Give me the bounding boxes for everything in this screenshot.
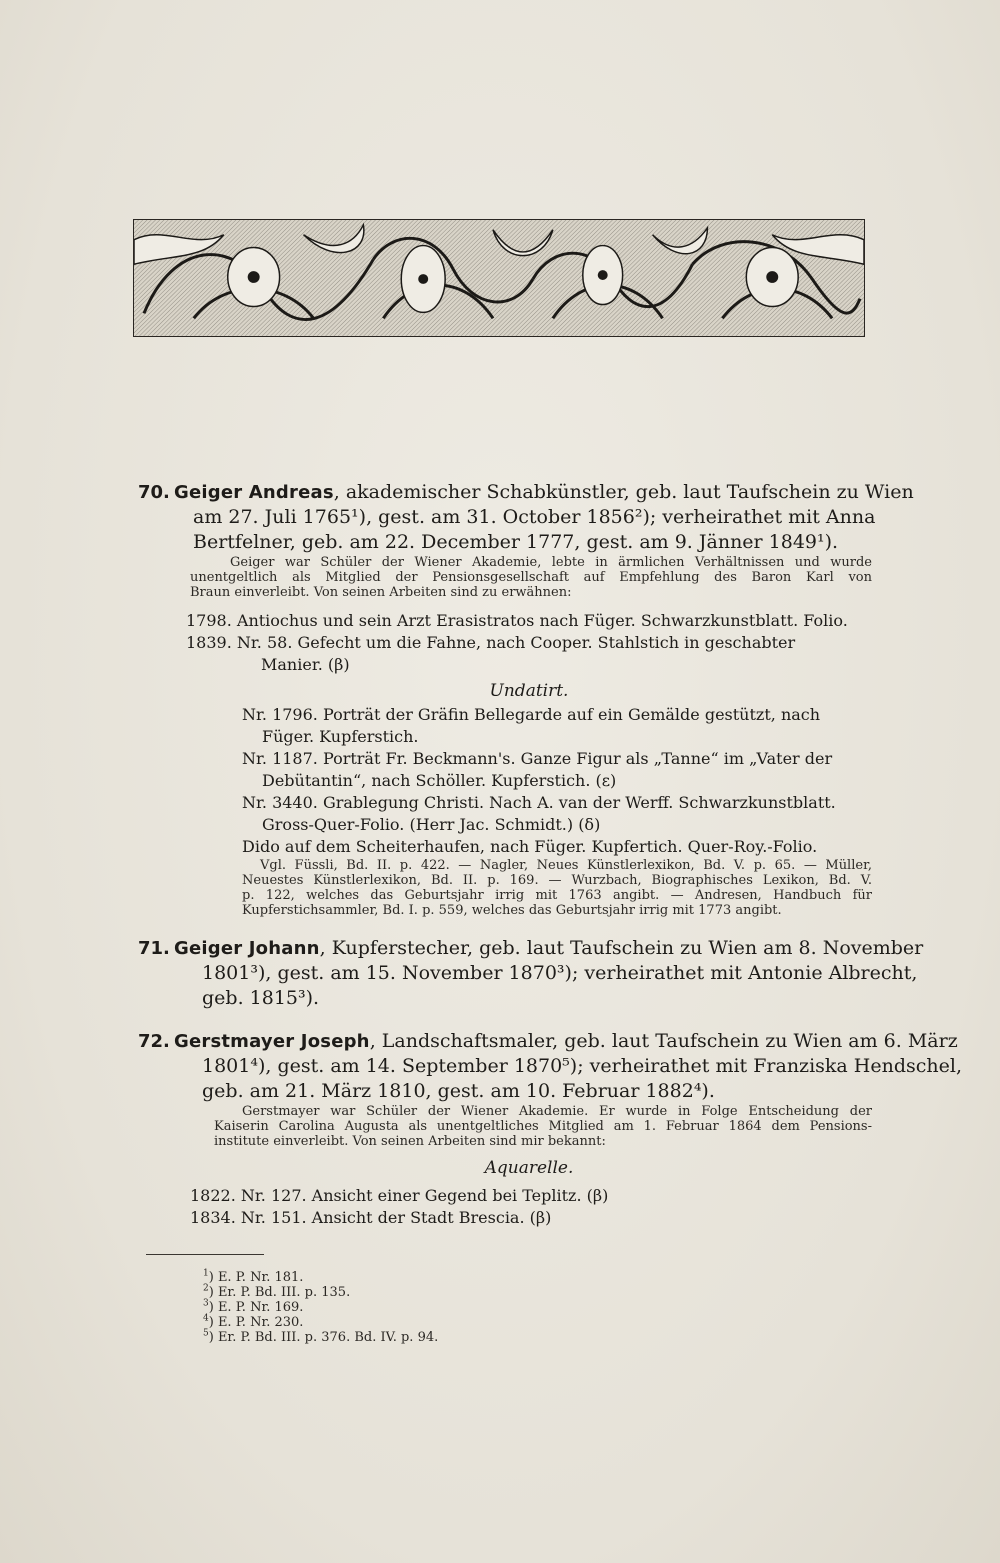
footnotes [203,1270,438,1345]
footnote-mark: 2 [203,1283,209,1294]
reference-line: p. 122, welches das Geburtsjahr irrig mit 1763 angibt. — Andresen, Handbuch für [242,888,872,903]
footnote [203,1270,438,1285]
footnote-text: ) Er. P. Bd. III. p. 376. Bd. IV. p. 94. [208,1330,439,1345]
ornament-header-banner [133,219,865,337]
section-title-watercolours: Aquarelle. [484,1158,574,1178]
work-item-continued: Gross-Quer-Folio. (Herr Jac. Schmidt.) (δ) [262,815,601,834]
note-line: Geiger war Schüler der Wiener Akademie, lebte in ärmlichen Verhältnissen und wurde [230,555,872,570]
note-line: Gerstmayer war Schüler der Wiener Akademie. Er wurde in Folge Entscheidung der [242,1104,872,1119]
entry-text: 1801⁴), gest. am 14. September 1870⁵); verheirathet mit Franziska Hendschel, [202,1055,962,1077]
work-item: Dido auf dem Scheiterhaufen, nach Füger. Kupfertich. Quer-Roy.-Folio. [242,837,818,856]
entry-text: Bertfelner, geb. am 22. December 1777, gest. am 9. Jänner 1849¹). [193,531,839,553]
entry-heading [138,936,924,961]
undated-works-list [138,704,872,858]
entry-heading [138,480,914,505]
footnote-text: ) Er. P. Bd. III. p. 135. [208,1285,351,1300]
footnote [203,1315,438,1330]
work-item: 1822. Nr. 127. Ansicht einer Gegend bei Teplitz. (β) [190,1186,609,1205]
footnote-text: ) E. P. Nr. 181. [208,1270,304,1285]
entry-text: , Landschaftsmaler, geb. laut Taufschein zu Wien am 6. März [369,1030,958,1052]
section-title-undated: Undatirt. [489,681,569,701]
works-list [138,1185,872,1229]
note-line: unentgeltlich als Mitglied der Pensionsgesellschaft auf Empfehlung des Baron Karl von [190,570,872,585]
footnote [203,1330,438,1345]
footnote [203,1300,438,1315]
artist-name: Geiger Andreas [174,482,334,503]
work-item: 1839. Nr. 58. Gefecht um die Fahne, nach Cooper. Stahlstich in geschabter [186,633,796,652]
footnote [203,1285,438,1300]
entry-72 [138,1029,962,1229]
reference-line: Kupferstichsammler, Bd. I. p. 559, welches das Geburtsjahr irrig mit 1773 angibt. [242,903,782,918]
entry-71 [138,936,924,1011]
entry-text: , akademischer Schabkünstler, geb. laut Taufschein zu Wien [333,481,914,503]
footnote-divider [146,1254,264,1255]
footnote-mark: 5 [203,1328,209,1339]
work-item: Nr. 1796. Porträt der Gräfin Bellegarde auf ein Gemälde gestützt, nach [242,705,821,724]
note-line: Braun einverleibt. Von seinen Arbeiten sind zu erwähnen: [190,585,572,600]
entry-text: 1801³), gest. am 15. November 1870³); verheirathet mit Antonie Albrecht, [202,962,918,984]
entry-number: 70. [138,482,170,503]
footnote-mark: 1 [203,1268,209,1279]
work-item-continued: Debütantin“, nach Schöller. Kupferstich. (ε) [262,771,617,790]
footnote-mark: 3 [203,1298,209,1309]
work-item: Nr. 3440. Grablegung Christi. Nach A. van der Werff. Schwarzkunstblatt. [242,793,836,812]
work-item: Nr. 1187. Porträt Fr. Beckmann's. Ganze Figur als „Tanne“ im „Vater der [242,749,833,768]
references-note [138,858,872,918]
entry-heading [138,1029,958,1054]
reference-line: Vgl. Füssli, Bd. II. p. 422. — Nagler, Neues Künstlerlexikon, Bd. V. p. 65. — Müller, [260,858,872,873]
text-body [138,480,962,1229]
footnote-mark: 4 [203,1313,209,1324]
entry-number: 72. [138,1031,170,1052]
note-line: Kaiserin Carolina Augusta als unentgeltliches Mitglied am 1. Februar 1864 dem Pensions- [214,1119,872,1134]
note-line: institute einverleibt. Von seinen Arbeiten sind mir bekannt: [214,1134,606,1149]
work-item: 1798. Antiochus und sein Arzt Erasistratos nach Füger. Schwarzkunstblatt. Folio. [186,611,848,630]
footnote-text: ) E. P. Nr. 169. [208,1300,304,1315]
entry-text: geb. am 21. März 1810, gest. am 10. Februar 1882⁴). [202,1080,715,1102]
entry-70 [138,480,914,918]
entry-number: 71. [138,938,170,959]
works-list [138,610,872,676]
artist-name: Gerstmayer Joseph [174,1031,370,1052]
work-item-continued: Füger. Kupferstich. [262,727,419,746]
biography-note [138,555,872,600]
work-item-continued: Manier. (β) [261,655,350,674]
entry-text: geb. 1815³). [202,987,320,1009]
footnote-text: ) E. P. Nr. 230. [208,1315,304,1330]
work-item: 1834. Nr. 151. Ansicht der Stadt Brescia. (β) [190,1208,552,1227]
acanthus-ornament-icon [134,220,864,336]
entry-text: , Kupferstecher, geb. laut Taufschein zu Wien am 8. November [319,937,924,959]
entry-text: am 27. Juli 1765¹), gest. am 31. October 1856²); verheirathet mit Anna [193,506,876,528]
biography-note [138,1104,872,1149]
artist-name: Geiger Johann [174,938,320,959]
reference-line: Neuestes Künstlerlexikon, Bd. II. p. 169. — Wurzbach, Biographisches Lexikon, Bd. V. [242,873,872,888]
